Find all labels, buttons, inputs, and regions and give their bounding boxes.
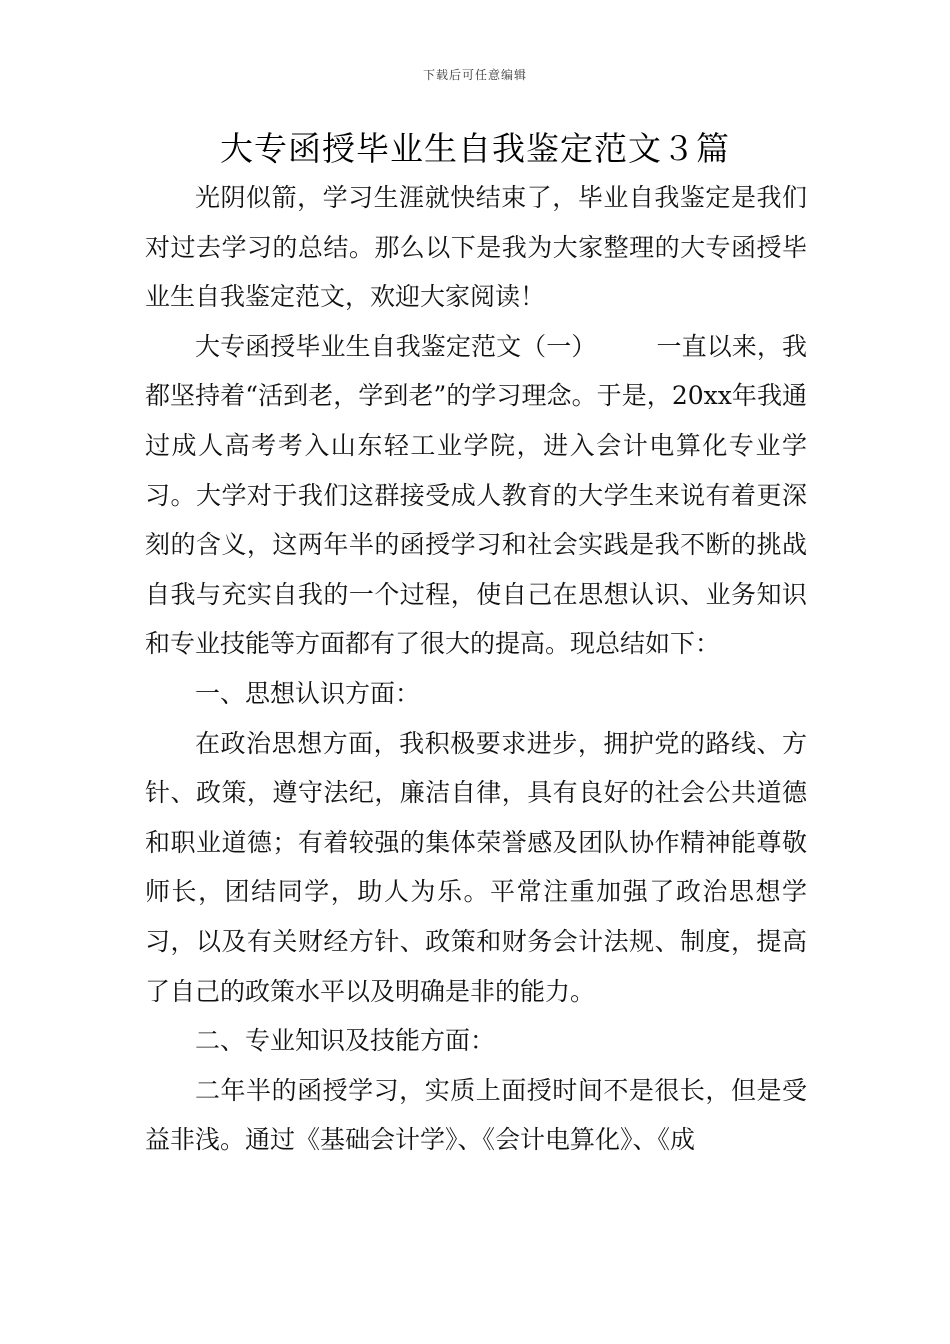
section1-heading: 大专函授毕业生自我鉴定范文（一）	[195, 331, 597, 361]
part1-heading: 一、思想认识方面：	[195, 678, 421, 708]
header-note: 下载后可任意编辑	[422, 68, 527, 82]
part2-heading: 二、专业知识及技能方面：	[195, 1026, 496, 1056]
document-body	[145, 173, 807, 1165]
part2-paragraph: 二年半的函授学习，实质上面授时间不是很长，但是受益非浅。通过《基础会计学》、《会计电算化》、《成	[145, 1075, 807, 1155]
document-title: 大专函授毕业生自我鉴定范文３篇	[220, 129, 730, 168]
section1-paragraph	[145, 322, 807, 669]
part1-paragraph: 在政治思想方面，我积极要求进步，拥护党的路线、方针、政策，遵守法纪，廉洁自律，具有良好的社会公共道德和职业道德；有着较强的集体荣誉感及团队协作精神能尊敬师长，团结同学，助人为乐。平常注重加强了政治思想学习，以及有关财经方针、政策和财务会计法规、制度，提高了自己的政策水平以及明确是非的能力。	[145, 728, 807, 1006]
intro-paragraph: 光阴似箭，学习生涯就快结束了，毕业自我鉴定是我们对过去学习的总结。那么以下是我为大家整理的大专函授毕业生自我鉴定范文，欢迎大家阅读！	[145, 183, 807, 312]
section1-opening: 一直以来，我都坚持着“活到老，学到老”的学习理念。于是，20xx年我通过成人高考考入山东轻工业学院，进入会计电算化专业学习。大学对于我们这群接受成人教育的大学生来说有着更深刻的含义，这两年半的函授学习和社会实践是我不断的挑战自我与充实自我的一个过程，使自己在思想认识、业务知识和专业技能等方面都有了很大的提高。现总结如下：	[145, 331, 807, 659]
